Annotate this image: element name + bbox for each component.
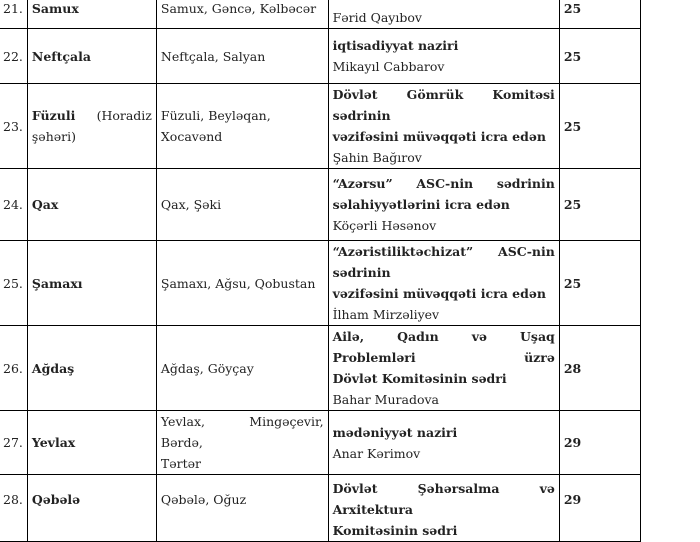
official-person: Anar Kərimov — [332, 445, 421, 461]
official-cell — [328, 29, 559, 84]
official-post-line1: “Azəristiliktəchizat” ASC-nin sədrinin — [332, 244, 555, 280]
region-list: Samux, Gəncə, Kəlbəcər — [156, 0, 328, 29]
count-value: 25 — [559, 0, 640, 29]
official-cell — [328, 411, 559, 475]
table-row — [0, 241, 698, 326]
district-name: Qax — [27, 169, 156, 241]
official-cell — [328, 241, 559, 326]
region-list: Qax, Şəki — [156, 169, 328, 241]
district-name-main: Füzuli — [31, 108, 76, 123]
official-person: Köçərli Həsənov — [332, 218, 437, 233]
region-list: Qəbələ, Oğuz — [156, 475, 328, 542]
district-name-extra: (Horadiz — [96, 108, 152, 123]
table-row — [0, 411, 698, 475]
count-value: 29 — [559, 475, 640, 542]
district-name: Ağdaş — [27, 326, 156, 411]
official-person: Mikayıl Cabbarov — [332, 59, 445, 74]
official-post-line1: Dövlət Gömrük Komitəsi sədrinin — [332, 87, 555, 123]
row-number: 28. — [0, 475, 27, 542]
region-line1: Yevlax, Mingəçevir, Bərdə, — [160, 414, 324, 450]
count-value: 28 — [559, 326, 640, 411]
row-number: 23. — [0, 84, 27, 169]
region-list: Şamaxı, Ağsu, Qobustan — [156, 241, 328, 326]
table-row — [0, 0, 698, 29]
official-cell — [328, 326, 559, 411]
official-person: İlham Mirzəliyev — [332, 307, 440, 322]
official-post-line2: Dövlət Komitəsinin sədri — [332, 371, 507, 386]
official-person: Şahin Bağırov — [332, 150, 422, 165]
district-name: Samux — [27, 0, 156, 29]
row-number: 22. — [0, 29, 27, 84]
region-line2: Tərtər — [160, 456, 201, 471]
row-number: 26. — [0, 326, 27, 411]
region-list: Neftçala, Salyan — [156, 29, 328, 84]
official-post-line2: Komitəsinin sədri — [332, 523, 458, 538]
region-list — [156, 411, 328, 475]
official-post-line2: vəzifəsini müvəqqəti icra edən — [332, 129, 546, 144]
official-post — [333, 0, 555, 7]
official-cell — [328, 169, 559, 241]
row-number: 25. — [0, 241, 27, 326]
count-value: 25 — [559, 241, 640, 326]
district-name: Qəbələ — [27, 475, 156, 542]
district-name: Şamaxı — [27, 241, 156, 326]
count-value: 25 — [559, 169, 640, 241]
row-number: 24. — [0, 169, 27, 241]
table-row — [0, 29, 698, 84]
table-row — [0, 326, 698, 411]
row-number: 21. — [0, 0, 27, 29]
district-name: Neftçala — [27, 29, 156, 84]
district-name-line2: şəhəri) — [31, 129, 77, 144]
count-value: 29 — [559, 411, 640, 475]
official-cell — [328, 475, 559, 542]
table-row — [0, 169, 698, 241]
official-post-line2: səlahiyyətlərini icra edən — [332, 197, 510, 212]
district-name: Yevlax — [27, 411, 156, 475]
table-row — [0, 475, 698, 542]
official-post: iqtisadiyyat naziri — [332, 38, 459, 53]
row-number: 27. — [0, 411, 27, 475]
official-post-line1: Dövlət Şəhərsalma və Arxitektura — [332, 481, 555, 517]
official-cell — [328, 84, 559, 169]
region-list: Füzuli, Beyləqan, Xocavənd — [156, 84, 328, 169]
official-post-line2: vəzifəsini müvəqqəti icra edən — [332, 286, 546, 301]
region-list: Ağdaş, Göyçay — [156, 326, 328, 411]
district-name — [27, 84, 156, 169]
official-cell — [328, 0, 559, 29]
official-person: Fərid Qayıbov — [332, 10, 422, 25]
count-value: 25 — [559, 29, 640, 84]
table-row — [0, 84, 698, 169]
official-post: mədəniyyət naziri — [332, 424, 458, 440]
official-post-line1: “Azərsu” ASC-nin sədrinin — [332, 176, 555, 191]
official-person: Bahar Muradova — [332, 392, 439, 407]
count-value: 25 — [559, 84, 640, 169]
official-post-line1: Ailə, Qadın və Uşaq Problemləri üzrə — [332, 329, 555, 365]
